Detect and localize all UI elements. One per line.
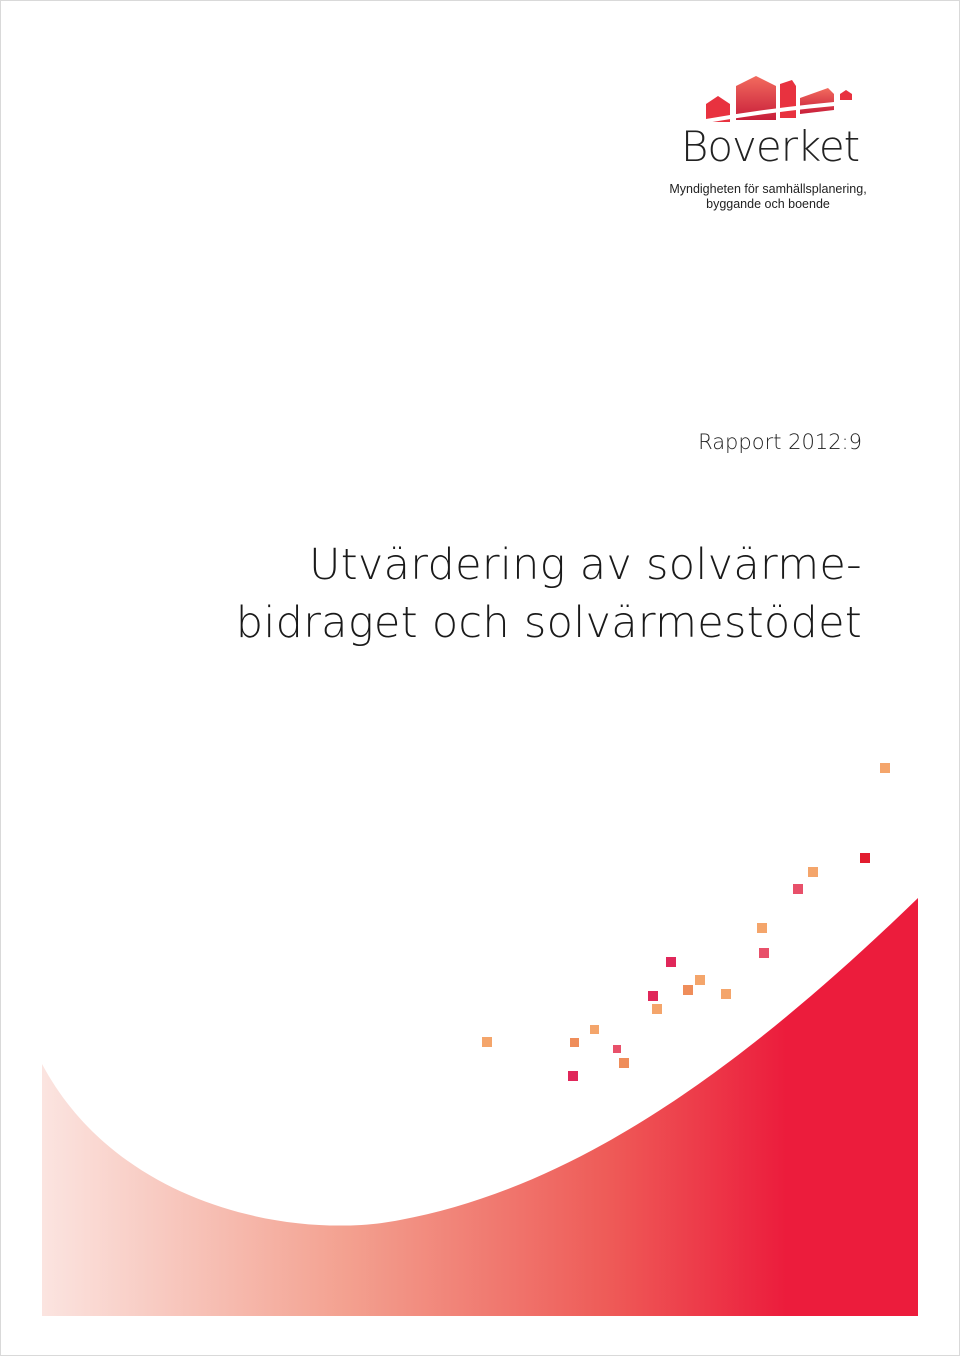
- square: [695, 975, 705, 985]
- square: [619, 1058, 629, 1068]
- square: [757, 923, 767, 933]
- square: [568, 1071, 578, 1081]
- logo-wordmark: Boverket: [680, 122, 860, 171]
- square: [793, 884, 803, 894]
- square: [808, 867, 818, 877]
- title-line-2: bidraget och solvärmestödet: [235, 598, 862, 648]
- tagline-line-2: byggande och boende: [706, 197, 830, 211]
- square: [482, 1037, 492, 1047]
- tagline-line-1: Myndigheten för samhällsplanering,: [669, 182, 867, 196]
- decorative-curve: [42, 898, 918, 1316]
- square: [666, 957, 676, 967]
- title-line-1: Utvärdering av solvärme-: [308, 540, 862, 590]
- square: [613, 1045, 621, 1053]
- square: [590, 1025, 599, 1034]
- square: [721, 989, 731, 999]
- square: [652, 1004, 662, 1014]
- square: [880, 763, 890, 773]
- square: [648, 991, 658, 1001]
- report-number: Rapport 2012:9: [698, 430, 862, 454]
- square: [759, 948, 769, 958]
- square: [860, 853, 870, 863]
- square: [683, 985, 693, 995]
- square: [570, 1038, 579, 1047]
